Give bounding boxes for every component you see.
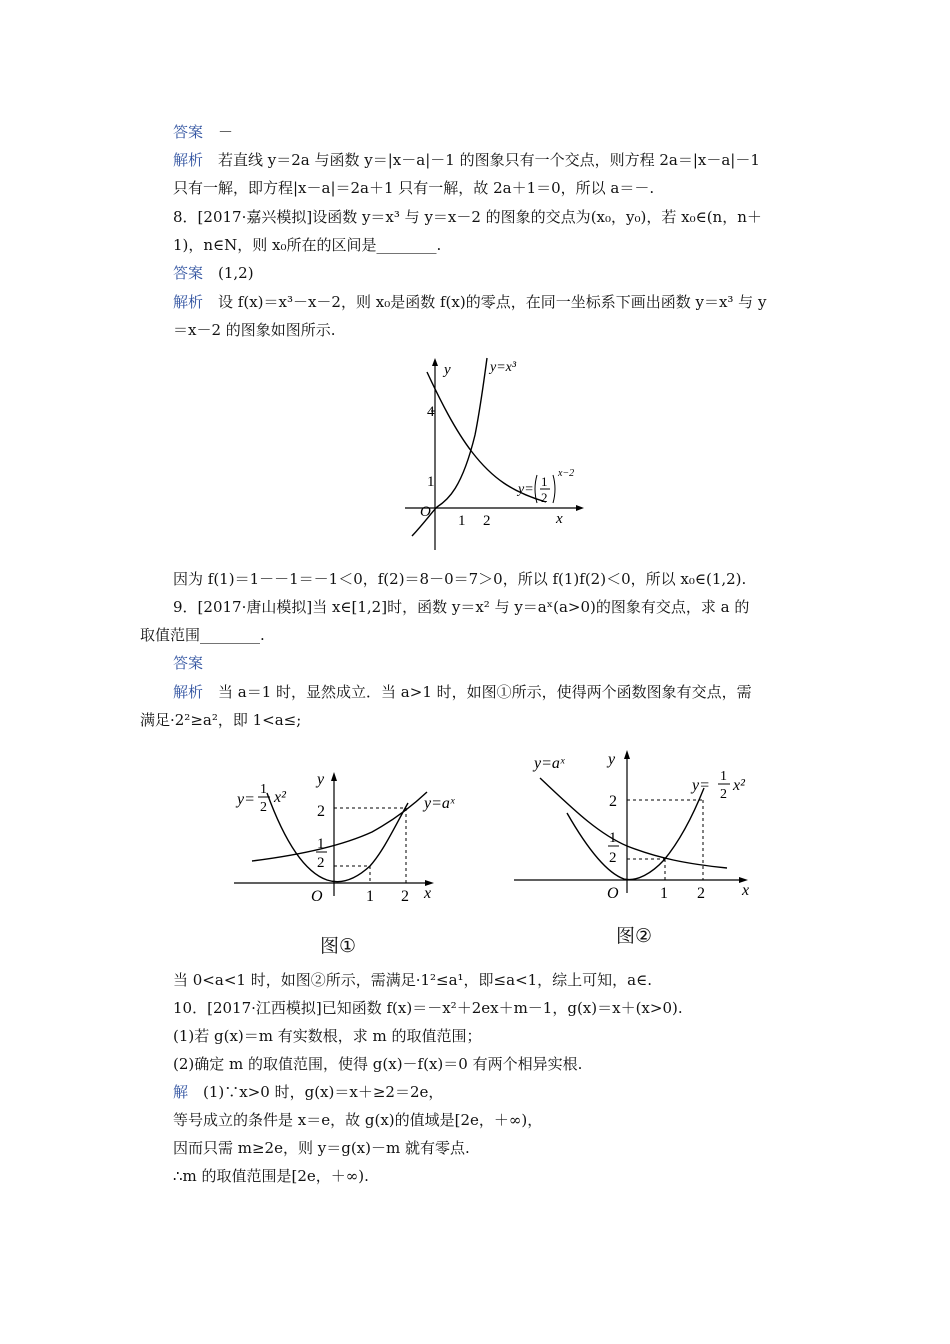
figure-1 [212, 748, 478, 963]
tick-x-1: 1 [366, 888, 374, 905]
tick-x-2: 2 [483, 513, 491, 529]
text-line: 等号成立的条件是 x＝e，故 g(x)的值域是[2e，＋∞)， [173, 1111, 543, 1129]
analysis-text: 设 f(x)＝x³－x－2，则 x₀是函数 f(x)的零点，在同一坐标系下画出函数 y＝x³ 与 y [203, 293, 767, 311]
answer-label: 答案 [173, 264, 204, 282]
tick-y-2: 2 [317, 803, 325, 820]
fraction-numerator: 1 [260, 782, 267, 797]
answer-line-7 [173, 122, 233, 142]
x-axis-label: x [742, 882, 750, 899]
analysis-label: 解析 [173, 151, 204, 169]
y-axis-label: y [317, 771, 325, 788]
x-axis-label: x [424, 885, 432, 902]
text-line: 满足·2²≥a²，即 1<a≤; [140, 711, 302, 729]
tick-y-half-num: 1 [609, 830, 617, 846]
analysis-label: 解析 [173, 683, 204, 701]
answer-line-9 [173, 653, 203, 673]
fraction-denominator: 2 [541, 490, 548, 505]
text-line: 因而只需 m≥2e，则 y＝g(x)－m 就有零点. [173, 1139, 470, 1157]
tick-y-4: 4 [427, 404, 435, 420]
tick-x-1: 1 [660, 885, 668, 902]
question-10: 10．[2017·江西模拟]已知函数 f(x)＝－x²＋2ex＋m－1，g(x)＝x＋(x>0). [173, 999, 683, 1017]
text-line: 当 0<a<1 时，如图②所示，需满足·1²≤a¹，即≤a<1，综上可知，a∈. [173, 971, 652, 989]
parabola-label: y= [692, 777, 710, 794]
question-10-part2: (2)确定 m 的取值范围，使得 g(x)－f(x)＝0 有两个相异实根. [173, 1055, 583, 1073]
tick-y-2: 2 [609, 793, 617, 810]
figure-2 [512, 738, 774, 960]
parabola-label: y= [237, 791, 255, 808]
exp-curve-label: y= [518, 482, 534, 497]
answer-label: 答案 [173, 654, 204, 672]
x-axis-label: x [556, 511, 563, 527]
answer-label: 答案 [173, 123, 204, 141]
cubic-curve-label: y=x³ [490, 360, 517, 375]
tick-x-2: 2 [401, 888, 409, 905]
tick-x-2: 2 [697, 885, 705, 902]
fraction-denominator: 2 [260, 800, 267, 815]
analysis-line [173, 150, 760, 170]
analysis-line [173, 682, 752, 702]
tick-y-half-den: 2 [317, 855, 325, 871]
question-10-part1: (1)若 g(x)＝m 有实数根，求 m 的取值范围； [173, 1027, 482, 1045]
tick-y-half-num: 1 [317, 836, 325, 852]
text-line: 只有一解，即方程|x－a|＝2a＋1 只有一解，故 2a＋1＝0，所以 a＝－. [173, 179, 655, 197]
x-squared-label: x² [274, 789, 286, 806]
y-axis-label: y [444, 362, 451, 378]
y-axis-label: y [608, 751, 616, 768]
tick-y-half-den: 2 [609, 850, 617, 866]
figure-2-caption: 图② [616, 925, 653, 947]
solution-text: (1)∵x>0 时，g(x)＝x＋≥2＝2e， [188, 1083, 444, 1101]
question-8: 8．[2017·嘉兴模拟]设函数 y＝x³ 与 y＝x－2 的图象的交点为(x₀，y₀)，若 x₀∈(n，n＋ [173, 208, 762, 226]
analysis-text: 若直线 y＝2a 与函数 y＝|x－a|－1 的图象只有一个交点，则方程 2a＝|x－a|－1 [203, 151, 760, 169]
text-line: ＝x－2 的图象如图所示. [173, 321, 336, 339]
question-8-cont: 1)，n∈N，则 x₀所在的区间是________. [173, 236, 442, 254]
fraction-denominator: 2 [720, 787, 727, 802]
answer-line-8 [173, 263, 254, 283]
fraction-numerator: 1 [720, 769, 727, 784]
origin-label: O [420, 504, 431, 520]
figure-exponential-cubic [400, 350, 590, 559]
analysis-text: 当 a＝1 时，显然成立．当 a>1 时，如图①所示，使得两个函数图象有交点，需 [203, 683, 752, 701]
text-line: ∴m 的取值范围是[2e，＋∞). [173, 1167, 369, 1185]
solution-label: 解 [173, 1083, 189, 1101]
tick-x-1: 1 [458, 513, 466, 529]
question-9: 9．[2017·唐山模拟]当 x∈[1,2]时，函数 y＝x² 与 y＝aˣ(a>0)的图象有交点，求 a 的 [173, 598, 750, 616]
solution-line [173, 1082, 443, 1102]
analysis-label: 解析 [173, 293, 204, 311]
tick-y-1: 1 [427, 474, 435, 490]
fraction-numerator: 1 [541, 474, 548, 489]
answer-text: (1,2) [203, 264, 254, 282]
origin-label: O [311, 888, 323, 905]
answer-text: － [203, 123, 234, 141]
figure-1-caption: 图① [320, 935, 357, 957]
analysis-line [173, 292, 766, 312]
x-squared-label: x² [733, 777, 745, 794]
text-line: 因为 f(1)＝1－－1＝－1＜0，f(2)＝8－0＝7＞0，所以 f(1)f(2)＜0，所以 x₀∈(1,2). [173, 570, 747, 588]
exponential-label: y=aˣ [534, 755, 565, 772]
exponential-label: y=aˣ [424, 795, 455, 812]
question-9-cont: 取值范围________. [140, 626, 265, 644]
origin-label: O [607, 885, 619, 902]
exponent-label: x−2 [558, 468, 575, 479]
